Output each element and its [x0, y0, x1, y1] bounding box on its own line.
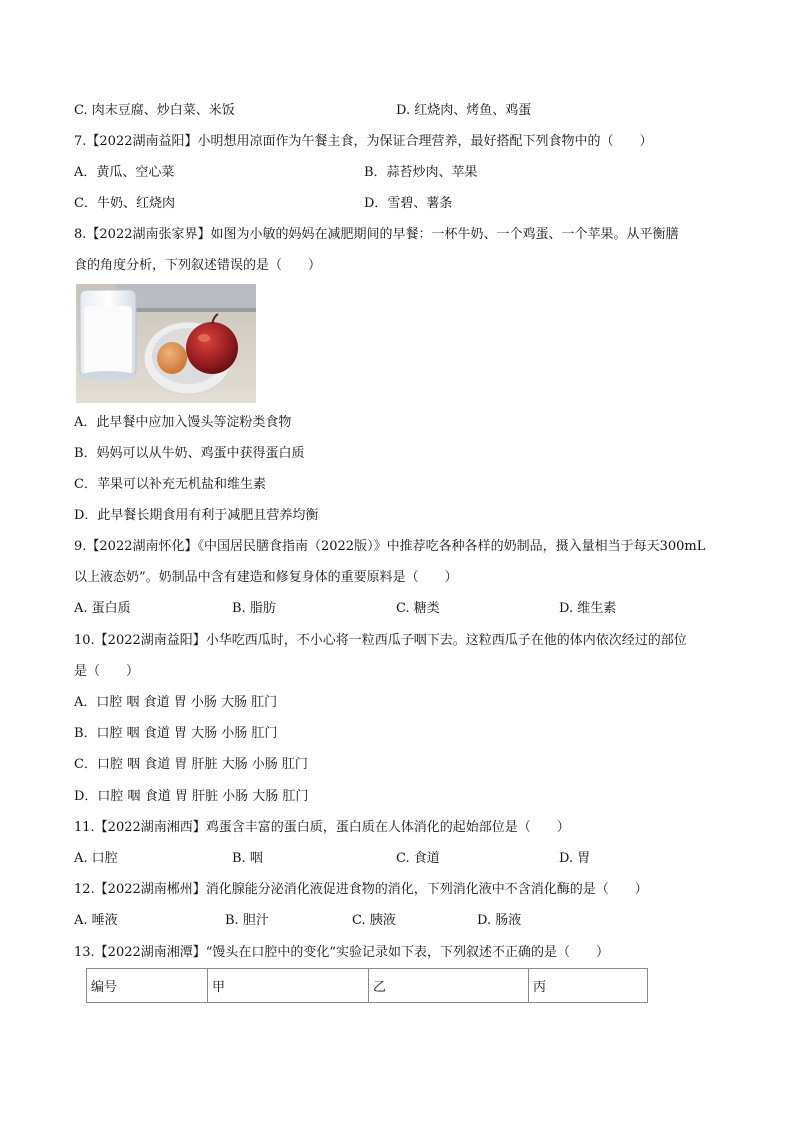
table-header-cell: 乙	[369, 969, 529, 1003]
q8-option-b: B．妈妈可以从牛奶、鸡蛋中获得蛋白质	[74, 446, 305, 461]
q9-stem-line2: 以上液态奶”。奶制品中含有建造和修复身体的重要原料是（ ）	[74, 570, 458, 585]
q7-option-c: C．牛奶、红烧肉	[74, 196, 175, 211]
q9-stem-line1: 9.【2022湖南怀化】《中国居民膳食指南（2022版）》中推荐吃各种各样的奶制品，摄入量相当于每天300mL	[74, 539, 706, 554]
q7-option-d: D．雪碧、薯条	[364, 196, 453, 211]
q8-stem-line2: 食的角度分析，下列叙述错误的是（ ）	[74, 258, 322, 273]
q10-stem-line1: 10.【2022湖南益阳】小华吃西瓜时，不小心将一粒西瓜子咽下去。这粒西瓜子在他的体内依次经过的部位	[74, 633, 687, 648]
q10-option-c: C．口腔 咽 食道 胃 肝脏 大肠 小肠 肛门	[74, 757, 308, 772]
q11-option-c: C. 食道	[396, 851, 440, 866]
q11-option-b: B. 咽	[232, 851, 263, 866]
q9-option-a: A. 蛋白质	[74, 601, 131, 616]
q7-stem: 7.【2022湖南益阳】小明想用凉面作为午餐主食，为保证合理营养，最好搭配下列食物中的（ ）	[74, 134, 653, 149]
breakfast-photo	[76, 284, 256, 403]
q8-option-d: D．此早餐长期食用有利于减肥且营养均衡	[74, 508, 319, 523]
q12-option-b: B. 胆汁	[225, 913, 269, 928]
table-header-cell: 编号	[87, 969, 208, 1003]
q9-option-d: D. 维生素	[559, 601, 617, 616]
q13-record-table	[86, 968, 648, 1003]
q10-stem-line2: 是（ ）	[74, 664, 140, 679]
q12-option-d: D. 肠液	[477, 913, 522, 928]
table-header-cell: 丙	[529, 969, 648, 1003]
q12-stem: 12.【2022湖南郴州】消化腺能分泌消化液促进食物的消化，下列消化液中不含消化酶的是（ ）	[74, 882, 648, 897]
q11-stem: 11.【2022湖南湘西】鸡蛋含丰富的蛋白质，蛋白质在人体消化的起始部位是（ ）	[74, 820, 570, 835]
q9-option-b: B. 脂肪	[232, 601, 276, 616]
q7-option-a: A．黄瓜、空心菜	[74, 165, 175, 180]
q9-option-c: C. 糖类	[396, 601, 440, 616]
q12-option-a: A. 唾液	[74, 913, 118, 928]
q8-stem-line1: 8.【2022湖南张家界】如图为小敏的妈妈在减肥期间的早餐：一杯牛奶、一个鸡蛋、一个苹果。从平衡膳	[74, 227, 679, 242]
q6-option-c: C. 肉末豆腐、炒白菜、米饭	[74, 103, 235, 118]
breakfast-illustration	[76, 284, 256, 403]
q11-option-d: D. 胃	[559, 851, 591, 866]
q8-option-a: A．此早餐中应加入馒头等淀粉类食物	[74, 415, 292, 430]
q10-option-a: A．口腔 咽 食道 胃 小肠 大肠 肛门	[74, 695, 278, 710]
q7-option-b: B．蒜苔炒肉、苹果	[364, 165, 478, 180]
q13-stem: 13.【2022湖南湘潭】“馒头在口腔中的变化”实验记录如下表，下列叙述不正确的是（ ）	[74, 945, 610, 960]
table-header-cell: 甲	[208, 969, 369, 1003]
q8-option-c: C．苹果可以补充无机盐和维生素	[74, 477, 266, 492]
q12-option-c: C. 胰液	[352, 913, 396, 928]
table-row	[87, 969, 648, 1003]
q6-option-d: D. 红烧肉、烤鱼、鸡蛋	[396, 103, 532, 118]
q11-option-a: A. 口腔	[74, 851, 118, 866]
q10-option-b: B．口腔 咽 食道 胃 大肠 小肠 肛门	[74, 726, 278, 741]
q10-option-d: D．口腔 咽 食道 胃 肝脏 小肠 大肠 肛门	[74, 789, 309, 804]
